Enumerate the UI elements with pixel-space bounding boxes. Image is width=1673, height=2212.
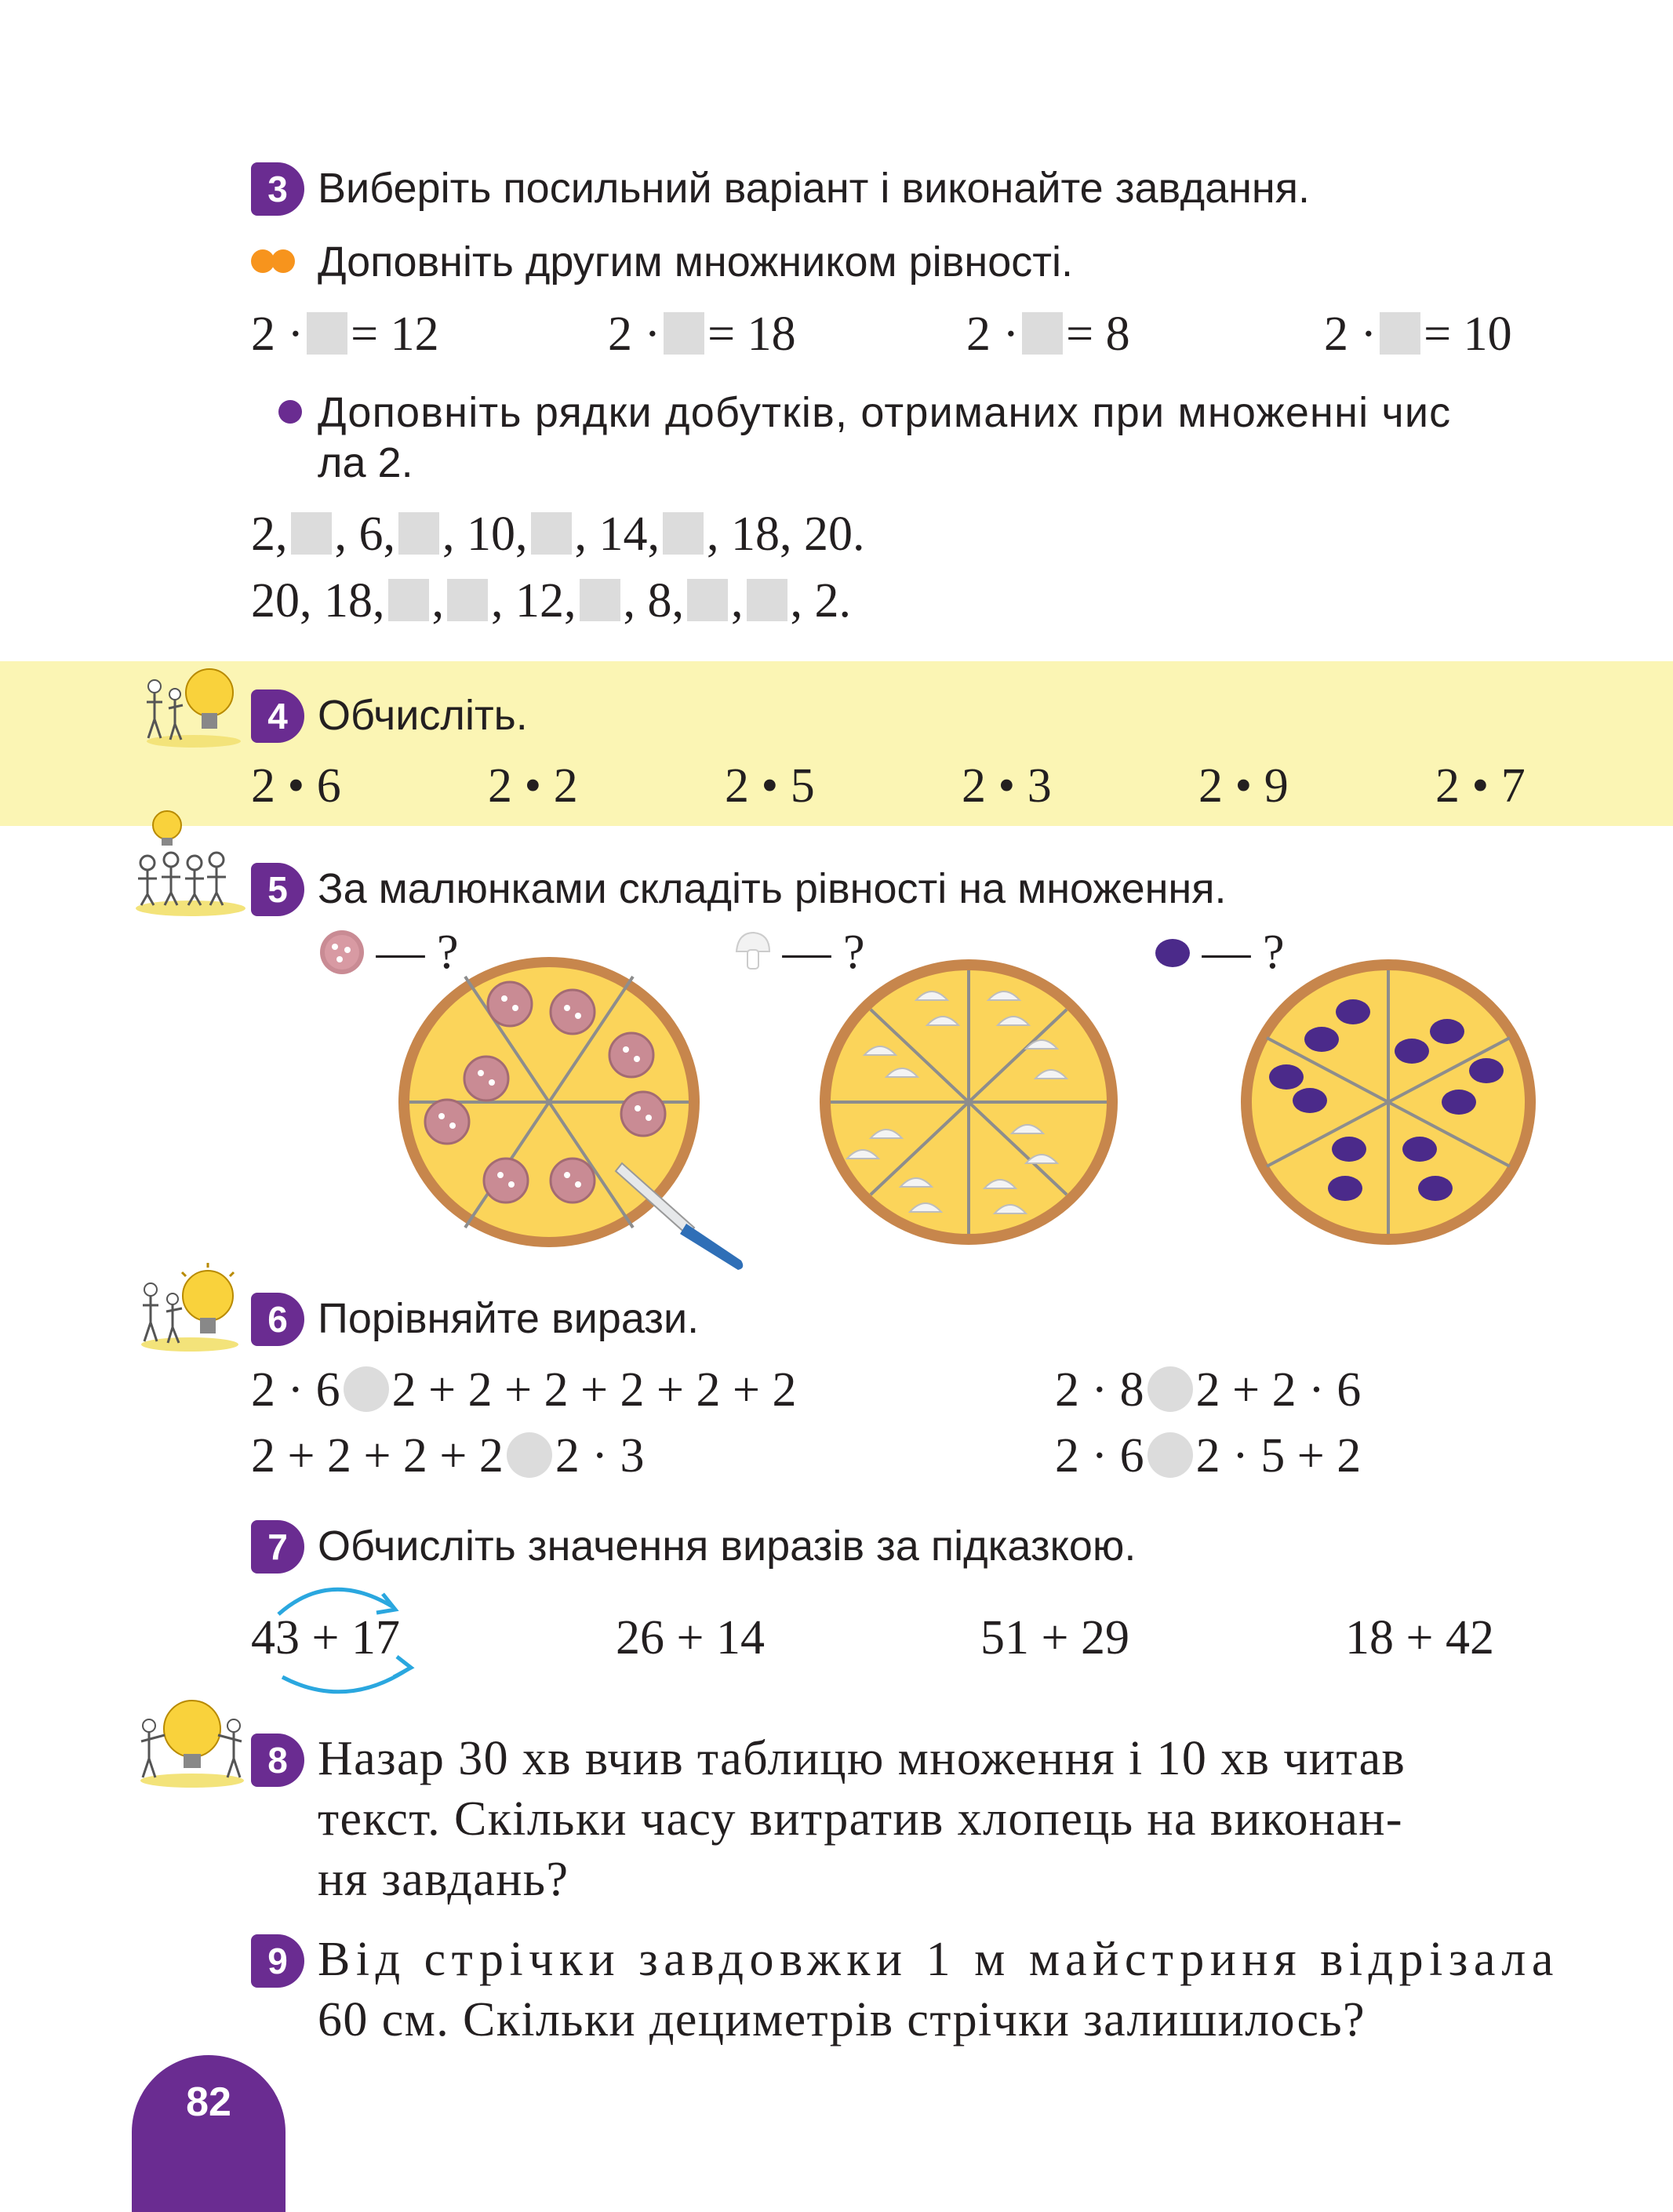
problem-text: текст. Скільки часу витратив хлопець на виконан-	[318, 1792, 1403, 1846]
answer-box[interactable]	[447, 579, 488, 621]
expression: 2 • 5	[725, 759, 815, 813]
task-text: Доповніть другим множником рівності.	[318, 238, 1073, 286]
problem-text: Від стрічки завдовжки 1 м майстриня відрізала	[318, 1933, 1559, 1986]
answer-box[interactable]	[388, 579, 429, 621]
expression: 2 • 9	[1198, 759, 1289, 813]
task-number-badge: 3	[251, 162, 304, 216]
hard-level-icon	[278, 400, 302, 429]
task-number-badge: 6	[251, 1293, 304, 1346]
comparison: 2 · 6 2 + 2 + 2 + 2 + 2 + 2	[251, 1363, 797, 1417]
task-title: Виберіть посильний варіант і виконайте завдання.	[318, 165, 1310, 212]
task-text: Доповніть рядки добутків, отриманих при множенні чис	[318, 389, 1452, 436]
answer-box[interactable]	[663, 512, 704, 555]
expression: 26 + 14	[616, 1611, 765, 1664]
comparison-circle[interactable]	[507, 1432, 552, 1478]
answer-box[interactable]	[580, 579, 620, 621]
task-text-continued: ла 2.	[318, 439, 413, 486]
answer-box[interactable]	[1022, 312, 1063, 355]
expression: 43 + 17	[251, 1611, 400, 1664]
problem-text: ня завдань?	[318, 1853, 569, 1906]
lightbulb-team-icon	[133, 1694, 251, 1788]
answer-box[interactable]	[398, 512, 439, 555]
task-number-badge: 9	[251, 1934, 304, 1988]
comparison-circle[interactable]	[1147, 1432, 1193, 1478]
expression: 18 + 42	[1345, 1611, 1494, 1664]
answer-box[interactable]	[747, 579, 787, 621]
equation: 2 · = 12	[251, 307, 439, 361]
task-title: Обчисліть.	[318, 692, 528, 739]
page-number: 82	[132, 2055, 286, 2212]
answer-box[interactable]	[531, 512, 572, 555]
olive-icon	[1153, 928, 1192, 977]
equation: 2 · = 10	[1324, 307, 1512, 361]
lightbulb-people-icon	[133, 1263, 247, 1353]
answer-box[interactable]	[1380, 312, 1420, 355]
comparison: 2 · 6 2 · 5 + 2	[1055, 1429, 1362, 1483]
salami-pizza-illustration	[396, 953, 765, 1275]
comparison: 2 · 8 2 + 2 · 6	[1055, 1363, 1362, 1417]
team-lightbulb-icon	[132, 808, 249, 918]
mushroom-pizza-illustration	[816, 953, 1122, 1259]
expression: 2 • 2	[488, 759, 578, 813]
mushroom-legend: — ?	[733, 924, 864, 980]
task-title: Порівняйте вирази.	[318, 1295, 700, 1342]
salami-legend: — ?	[318, 924, 458, 980]
task-title: Обчисліть значення виразів за підказкою.	[318, 1523, 1137, 1570]
answer-box[interactable]	[687, 579, 728, 621]
expression: 2 • 7	[1435, 759, 1526, 813]
expression: 2 • 6	[251, 759, 341, 813]
answer-box[interactable]	[664, 312, 704, 355]
lightbulb-people-icon	[137, 663, 247, 749]
task-number-badge: 4	[251, 689, 304, 743]
comparison: 2 + 2 + 2 + 2 2 · 3	[251, 1429, 645, 1483]
sequence-row: 2, , 6, , 10, , 14, , 18, 20.	[251, 508, 865, 561]
task-number-badge: 8	[251, 1734, 304, 1787]
problem-text: Назар 30 хв вчив таблицю множення і 10 хв читав	[318, 1732, 1406, 1785]
expression: 51 + 29	[980, 1611, 1129, 1664]
expression: 2 • 3	[962, 759, 1052, 813]
comparison-circle[interactable]	[1147, 1366, 1193, 1412]
equation: 2 · = 18	[608, 307, 796, 361]
task-number-badge: 5	[251, 863, 304, 916]
answer-box[interactable]	[307, 312, 347, 355]
salami-icon	[318, 928, 366, 977]
olive-legend: — ?	[1153, 924, 1284, 980]
equation: 2 · = 8	[966, 307, 1130, 361]
olive-pizza-illustration	[1235, 953, 1541, 1259]
problem-text: 60 см. Скільки дециметрів стрічки залишилось?	[318, 1993, 1366, 2046]
comparison-circle[interactable]	[344, 1366, 389, 1412]
task-title: За малюнками складіть рівності на множення.	[318, 865, 1227, 912]
easy-level-icon	[251, 249, 295, 278]
answer-box[interactable]	[291, 512, 332, 555]
sequence-row: 20, 18, , , 12, , 8, , , 2.	[251, 574, 851, 628]
task-number-badge: 7	[251, 1520, 304, 1574]
